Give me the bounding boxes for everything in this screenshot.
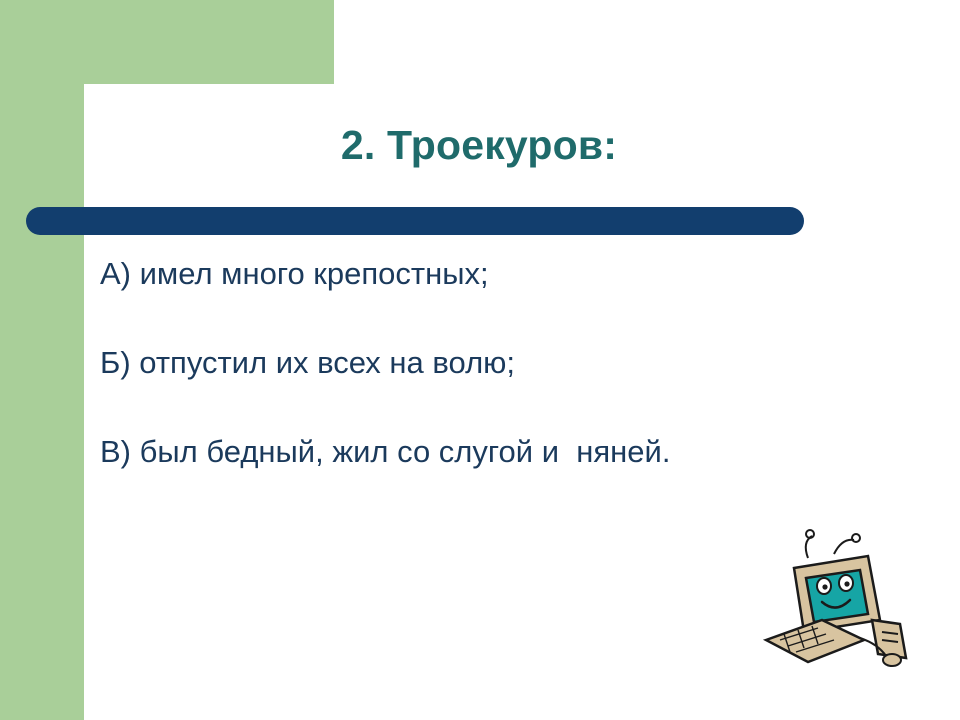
answer-list [100,255,900,471]
answer-option-c: В) был бедный, жил со слугой и няней. [100,434,671,470]
top-green-block [84,0,334,84]
left-green-band [0,0,84,720]
title-underline-bar [26,207,804,235]
answer-option-b: Б) отпустил их всех на волю; [100,345,516,381]
slide-title: 2. Троекуров: [340,122,618,168]
answer-option-a: А) имел много крепостных; [100,256,489,291]
computer-character-clipart [760,528,930,678]
